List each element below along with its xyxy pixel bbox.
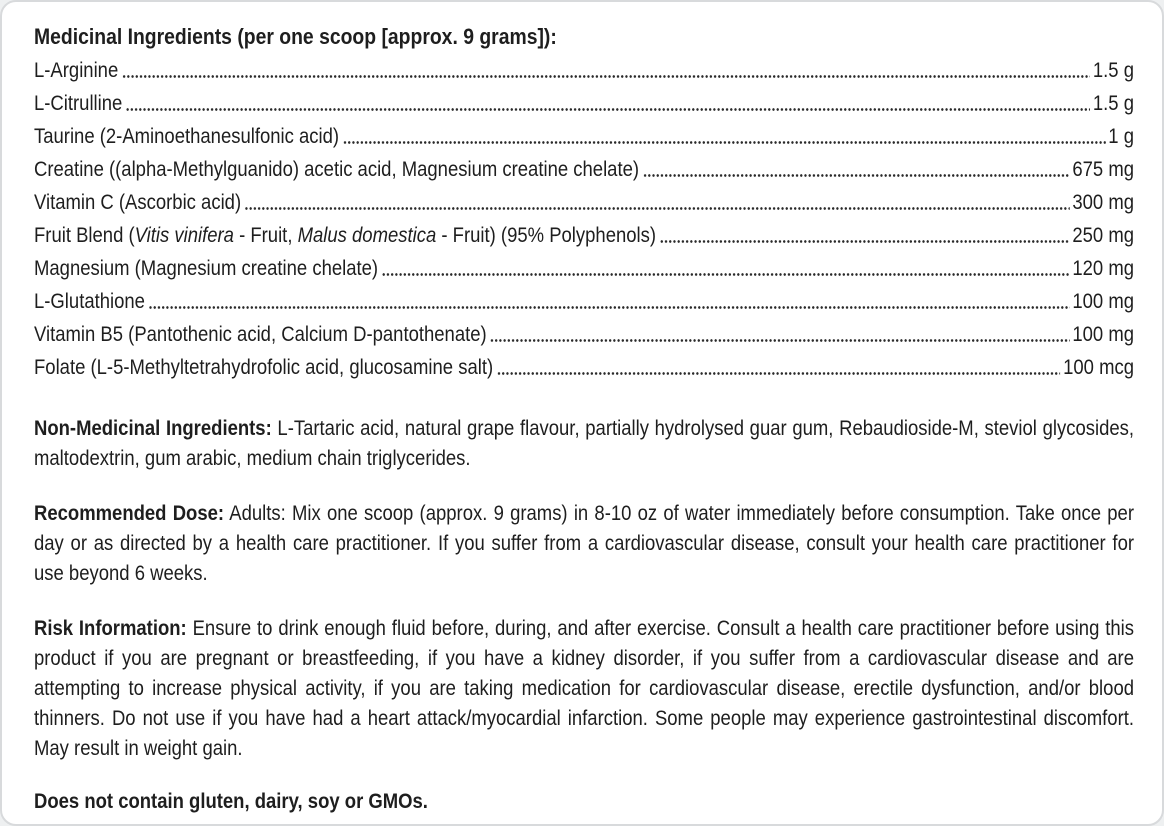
ingredient-amount: 300 mg <box>1072 191 1134 214</box>
dot-leader <box>245 191 1070 215</box>
dot-leader <box>126 92 1090 116</box>
dot-leader <box>643 158 1070 182</box>
ingredient-name: L-Citrulline <box>34 92 123 115</box>
recommended-dose-section <box>34 499 1134 589</box>
ingredient-name: Magnesium (Magnesium creatine chelate) <box>34 257 379 280</box>
ingredient-name: Vitamin B5 (Pantothenic acid, Calcium D-pantothenate) <box>34 323 487 346</box>
medicinal-ingredients-title: Medicinal Ingredients (per one scoop [approx. 9 grams]): <box>34 24 557 49</box>
ingredient-amount: 100 mcg <box>1063 356 1134 379</box>
recommended-dose-label: Recommended Dose: <box>34 502 225 525</box>
label-content <box>34 24 1134 814</box>
ingredient-row <box>34 323 1134 356</box>
ingredient-amount: 1.5 g <box>1092 59 1134 82</box>
ingredient-name: Folate (L-5-Methyltetrahydrofolic acid, glucosamine salt) <box>34 356 494 379</box>
dot-leader <box>490 323 1070 347</box>
ingredient-amount: 100 mg <box>1072 290 1134 313</box>
risk-information-label: Risk Information: <box>34 617 187 640</box>
ingredient-amount: 100 mg <box>1072 323 1134 346</box>
ingredient-list <box>34 59 1134 389</box>
ingredient-row <box>34 158 1134 191</box>
contains-statement: Does not contain gluten, dairy, soy or GMOs. <box>34 790 428 813</box>
dot-leader <box>148 290 1069 314</box>
risk-information-text: Ensure to drink enough fluid before, during, and after exercise. Consult a health care practitioner before using this product if you are pregnant or breastfeeding, if you have a kidney disorder, if you suffer from a cardiovascular disease and are attempting to increase physical activity, if you are taking medication for cardiovascular disease, erectile dysfunction, and/or blood thinners. Do not use if you have had a heart attack/myocardial infarction. Some people may experience gastrointestinal discomfort. May result in weight gain. <box>34 617 1134 760</box>
recommended-dose-text: Adults: Mix one scoop (approx. 9 grams) in 8-10 oz of water immediately before consumption. Take once per day or as directed by a health care practitioner. If you suffer from a cardiovascular disease, consult your health care practitioner for use beyond 6 weeks. <box>34 502 1135 585</box>
ingredient-row <box>34 191 1134 224</box>
non-medicinal-label: Non-Medicinal Ingredients: <box>34 417 272 440</box>
ingredient-name: L-Arginine <box>34 59 119 82</box>
dot-leader <box>122 59 1090 83</box>
ingredient-row <box>34 257 1134 290</box>
ingredient-row <box>34 125 1134 158</box>
dot-leader <box>382 257 1070 281</box>
ingredient-name: Taurine (2-Aminoethanesulfonic acid) <box>34 125 340 148</box>
ingredient-row <box>34 59 1134 92</box>
dot-leader <box>343 125 1106 149</box>
ingredient-amount: 1 g <box>1108 125 1134 148</box>
dot-leader <box>660 224 1070 248</box>
ingredient-name: Fruit Blend (Vitis vinifera - Fruit, Malus domestica - Fruit) (95% Polyphenols) <box>34 224 657 247</box>
non-medicinal-text: L-Tartaric acid, natural grape flavour, partially hydrolysed guar gum, Rebaudioside-M, steviol glycosides, maltodextrin, gum arabic, medium chain triglycerides. <box>34 417 1134 470</box>
ingredient-name: Vitamin C (Ascorbic acid) <box>34 191 242 214</box>
non-medicinal-section <box>34 414 1134 474</box>
ingredient-row <box>34 356 1134 389</box>
ingredient-amount: 250 mg <box>1072 224 1134 247</box>
ingredient-amount: 1.5 g <box>1092 92 1134 115</box>
ingredient-row <box>34 92 1134 125</box>
ingredient-amount: 675 mg <box>1072 158 1134 181</box>
ingredient-row <box>34 290 1134 323</box>
ingredient-amount: 120 mg <box>1072 257 1134 280</box>
ingredient-name: L-Glutathione <box>34 290 145 313</box>
risk-information-section <box>34 614 1134 764</box>
dot-leader <box>497 356 1061 380</box>
ingredient-name: Creatine ((alpha-Methylguanido) acetic acid, Magnesium creatine chelate) <box>34 158 640 181</box>
ingredient-row <box>34 224 1134 257</box>
